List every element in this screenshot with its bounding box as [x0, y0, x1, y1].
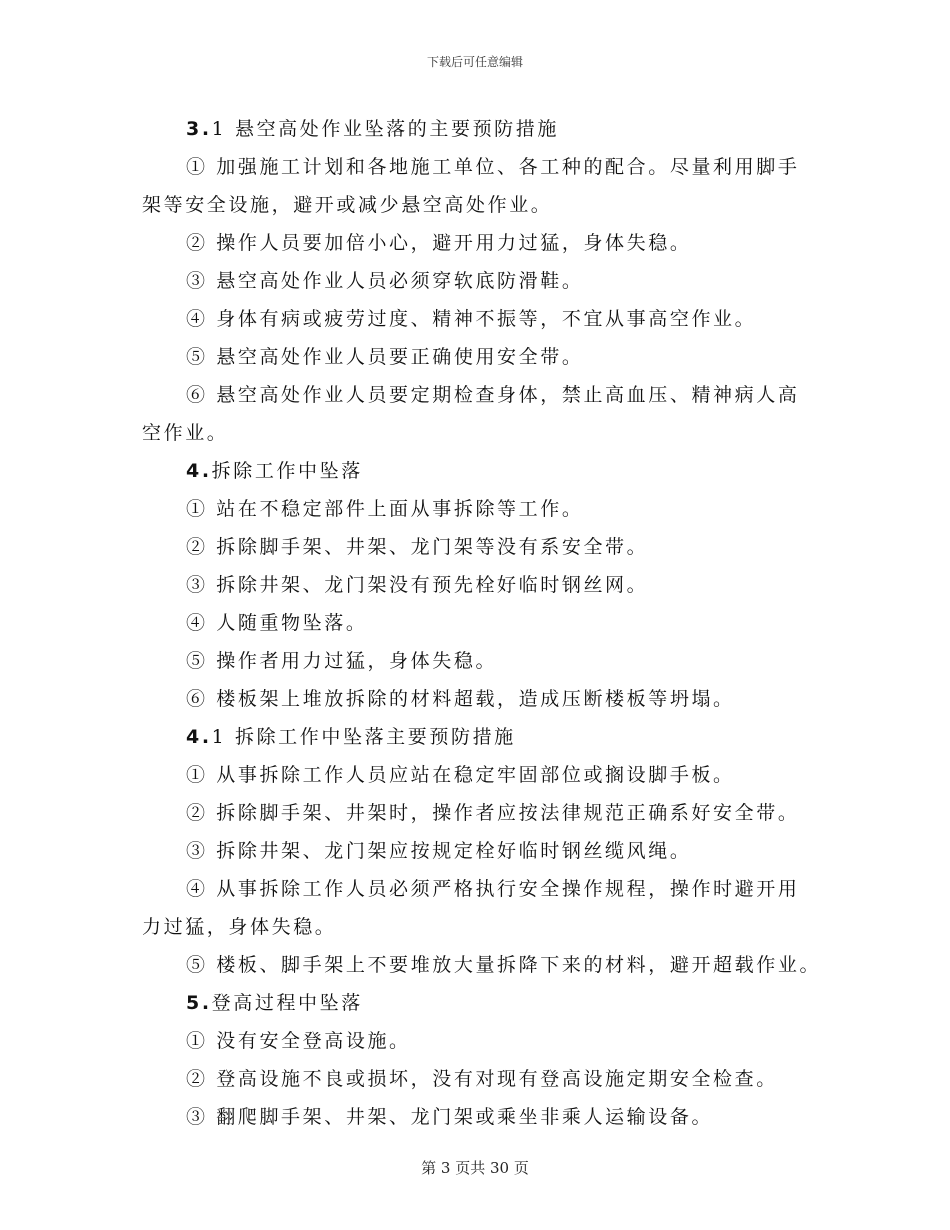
- paragraph-line: ① 加强施工计划和各地施工单位、各工种的配合。尽量利用脚手: [186, 156, 800, 178]
- paragraph-line: ③ 悬空高处作业人员必须穿软底防滑鞋。: [186, 270, 584, 292]
- section-number: 5.: [186, 992, 212, 1014]
- paragraph-line: ② 拆除脚手架、井架时，操作者应按法律规范正确系好安全带。: [186, 802, 800, 824]
- paragraph-line: ④ 从事拆除工作人员必须严格执行安全操作规程，操作时避开用: [186, 878, 800, 900]
- section-title: 登高过程中坠落: [211, 992, 363, 1014]
- paragraph-line: ④ 身体有病或疲劳过度、精神不振等，不宜从事高空作业。: [186, 308, 757, 330]
- paragraph-line: ① 从事拆除工作人员应站在稳定牢固部位或搁设脚手板。: [186, 764, 735, 786]
- paragraph-line: ③ 翻爬脚手架、井架、龙门架或乘坐非乘人运输设备。: [186, 1106, 714, 1128]
- paragraph-line: ② 拆除脚手架、井架、龙门架等没有系安全带。: [186, 536, 649, 558]
- page-footer: 第 3 页共 30 页: [421, 1159, 529, 1177]
- paragraph-line: 空作业。: [142, 422, 229, 444]
- section-heading: [142, 452, 822, 490]
- section-title: 1 悬空高处作业坠落的主要预防措施: [211, 118, 559, 140]
- page-header: 下载后可任意编辑: [426, 55, 523, 69]
- paragraph-line: ⑤ 悬空高处作业人员要正确使用安全带。: [186, 346, 584, 368]
- paragraph-line: ② 操作人员要加倍小心，避开用力过猛，身体失稳。: [186, 232, 692, 254]
- paragraph-line: ⑤ 操作者用力过猛，身体失稳。: [186, 650, 498, 672]
- paragraph-line: ④ 人随重物坠落。: [186, 612, 368, 634]
- paragraph-line: ⑥ 楼板架上堆放拆除的材料超载，造成压断楼板等坍塌。: [186, 688, 735, 710]
- section-heading: [142, 110, 822, 148]
- paragraph-line: ③ 拆除井架、龙门架应按规定栓好临时钢丝缆风绳。: [186, 840, 692, 862]
- paragraph-line: 力过猛，身体失稳。: [142, 916, 337, 938]
- paragraph-line: ③ 拆除井架、龙门架没有预先栓好临时钢丝网。: [186, 574, 649, 596]
- section-title: 1 拆除工作中坠落主要预防措施: [211, 726, 516, 748]
- paragraph-line: ② 登高设施不良或损坏，没有对现有登高设施定期安全检查。: [186, 1068, 778, 1090]
- section-heading: [142, 718, 822, 756]
- paragraph-line: ① 没有安全登高设施。: [186, 1030, 411, 1052]
- paragraph-line: ① 站在不稳定部件上面从事拆除等工作。: [186, 498, 584, 520]
- section-heading: [142, 984, 822, 1022]
- document-body: [142, 110, 822, 1136]
- section-number: 3.: [186, 118, 212, 140]
- section-number: 4.: [186, 460, 212, 482]
- section-number: 4.: [186, 726, 212, 748]
- paragraph-line: ⑥ 悬空高处作业人员要定期检查身体，禁止高血压、精神病人高: [186, 384, 800, 406]
- paragraph-line: 架等安全设施，避开或减少悬空高处作业。: [142, 194, 553, 216]
- paragraph-line: ⑤ 楼板、脚手架上不要堆放大量拆降下来的材料，避开超载作业。: [186, 954, 822, 976]
- section-title: 拆除工作中坠落: [211, 460, 363, 482]
